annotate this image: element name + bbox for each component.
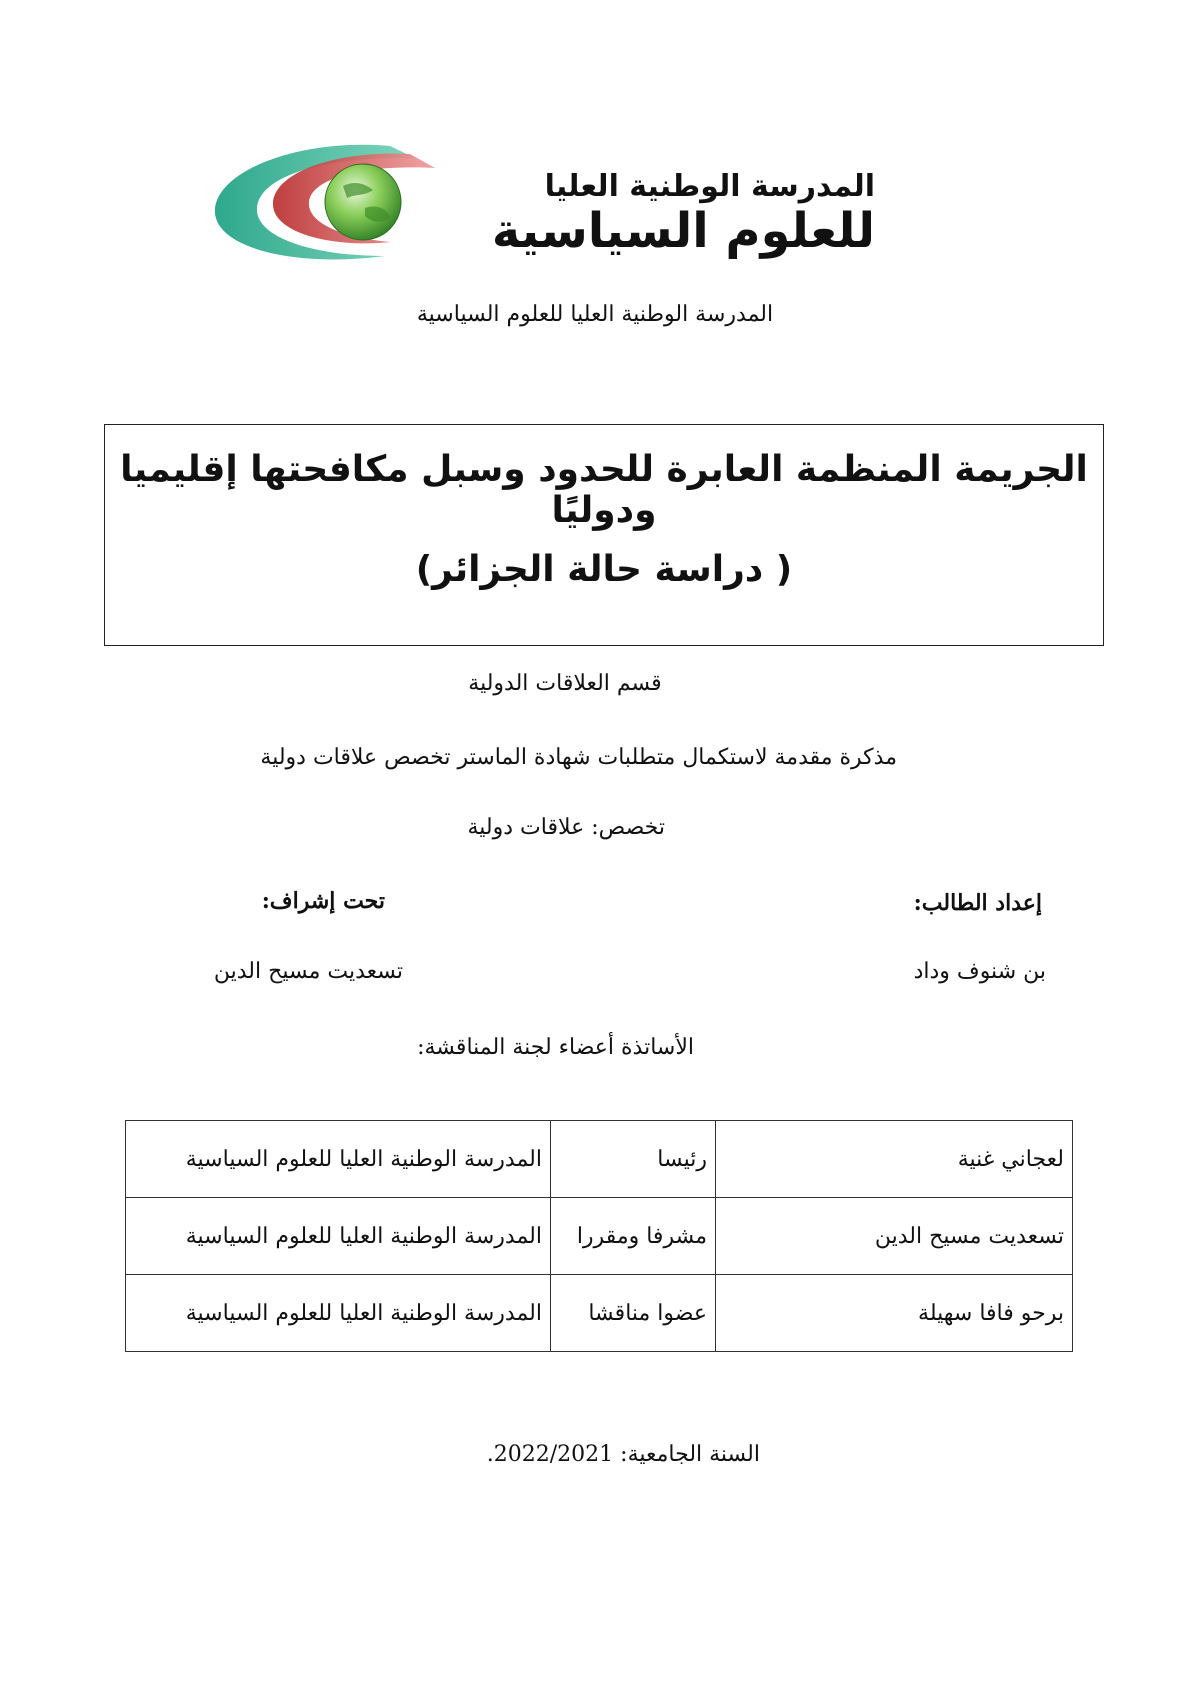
member-institution: المدرسة الوطنية العليا للعلوم السياسية xyxy=(126,1275,551,1352)
member-name: لعجاني غنية xyxy=(716,1121,1073,1198)
school-name-caption: المدرسة الوطنية العليا للعلوم السياسية xyxy=(416,302,774,327)
logo-line2: للعلوم السياسية xyxy=(491,203,875,259)
table-row xyxy=(126,1121,1073,1198)
committee-label: الأساتذة أعضاء لجنة المناقشة: xyxy=(417,1035,694,1060)
committee-table xyxy=(125,1120,1073,1352)
table-row xyxy=(126,1275,1073,1352)
thesis-title-box xyxy=(104,424,1104,646)
memo-statement: مذكرة مقدمة لاستكمال متطلبات شهادة الماستر تخصص علاقات دولية xyxy=(260,745,897,770)
supervisor-name: تسعديت مسيح الدين xyxy=(213,959,403,984)
prepared-by-label: إعداد الطالب: xyxy=(913,890,1042,916)
thesis-title: الجريمة المنظمة العابرة للحدود وسبل مكافحتها إقليميا ودوليًا xyxy=(120,449,1088,531)
member-name: تسعديت مسيح الدين xyxy=(716,1198,1073,1275)
logo-globe xyxy=(325,164,401,240)
supervised-by-label: تحت إشراف: xyxy=(261,888,385,914)
member-name: برحو فافا سهيلة xyxy=(716,1275,1073,1352)
member-role: عضوا مناقشا xyxy=(551,1275,716,1352)
school-logo xyxy=(215,138,875,278)
student-name: بن شنوف وداد xyxy=(913,959,1046,984)
specialty: تخصص: علاقات دولية xyxy=(467,815,665,840)
table-row xyxy=(126,1198,1073,1275)
logo-line1: المدرسة الوطنية العليا xyxy=(544,169,875,204)
department: قسم العلاقات الدولية xyxy=(468,671,662,696)
academic-year: السنة الجامعية: 2022/2021. xyxy=(486,1442,760,1467)
member-institution: المدرسة الوطنية العليا للعلوم السياسية xyxy=(126,1121,551,1198)
thesis-subtitle: ( دراسة حالة الجزائر) xyxy=(415,549,793,590)
member-institution: المدرسة الوطنية العليا للعلوم السياسية xyxy=(126,1198,551,1275)
member-role: رئيسا xyxy=(551,1121,716,1198)
member-role: مشرفا ومقررا xyxy=(551,1198,716,1275)
